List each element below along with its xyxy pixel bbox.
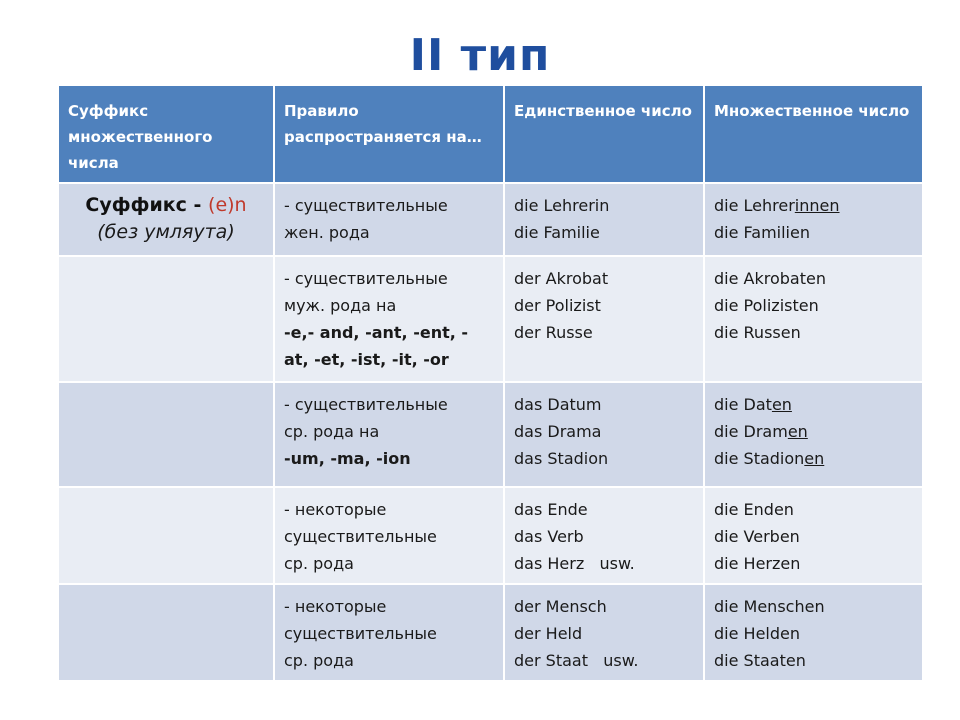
plural-form — [714, 192, 913, 219]
singular-form: die Familie — [514, 223, 600, 242]
plural-suffix-table — [57, 84, 924, 682]
plural-form — [714, 418, 913, 445]
plural-stem: die Dram — [714, 422, 788, 441]
singular-form: die Lehrerin — [514, 196, 610, 215]
rule-cell — [274, 382, 504, 487]
plural-form — [714, 647, 913, 674]
plural-form — [714, 620, 913, 647]
singular-form: der Staat usw. — [514, 651, 639, 670]
singular-form: der Mensch — [514, 597, 607, 616]
rule-line: - некоторые — [284, 597, 387, 616]
plural-form — [714, 319, 913, 346]
suffix-value: (e)n — [208, 194, 247, 216]
rule-line: ср. рода — [284, 554, 354, 573]
rule-line: жен. рода — [284, 223, 370, 242]
plural-cell — [704, 382, 923, 487]
plural-stem: die Enden — [714, 500, 794, 519]
singular-form: der Held — [514, 624, 583, 643]
singular-form: das Herz usw. — [514, 554, 635, 573]
rule-cell — [274, 487, 504, 584]
header-suffix: Суффикс множественного числа — [58, 85, 274, 183]
plural-form — [714, 265, 913, 292]
plural-stem: die Russen — [714, 323, 801, 342]
singular-form: der Russe — [514, 323, 593, 342]
plural-stem: die Dat — [714, 395, 772, 414]
singular-form: das Ende — [514, 500, 588, 519]
singular-cell — [504, 183, 704, 256]
plural-stem: die Herzen — [714, 554, 801, 573]
suffix-note: (без умляута) — [97, 221, 235, 243]
suffix-label: Суффикс - — [85, 194, 209, 216]
plural-form — [714, 496, 913, 523]
rule-cell — [274, 256, 504, 382]
rule-line: муж. рода на — [284, 296, 397, 315]
singular-form: der Polizist — [514, 296, 601, 315]
rule-line: - существительные — [284, 196, 448, 215]
table-row — [58, 382, 923, 487]
plural-cell — [704, 256, 923, 382]
singular-cell — [504, 256, 704, 382]
plural-stem: die Helden — [714, 624, 800, 643]
rule-line: существительные — [284, 527, 437, 546]
plural-stem: die Verben — [714, 527, 800, 546]
table-header-row — [58, 85, 923, 183]
rule-line: - существительные — [284, 395, 448, 414]
suffix-cell — [58, 382, 274, 487]
plural-form — [714, 219, 913, 246]
plural-form — [714, 550, 913, 577]
singular-form: das Datum — [514, 395, 602, 414]
table-row — [58, 256, 923, 382]
plural-form — [714, 593, 913, 620]
plural-form — [714, 445, 913, 472]
header-rule: Правило распространяется на… — [274, 85, 504, 183]
singular-form: das Stadion — [514, 449, 609, 468]
plural-stem: die Menschen — [714, 597, 825, 616]
suffix-cell — [58, 256, 274, 382]
singular-form: der Akrobat — [514, 269, 609, 288]
suffix-cell — [58, 183, 274, 256]
plural-cell — [704, 487, 923, 584]
plural-ending: en — [804, 449, 825, 468]
singular-cell — [504, 487, 704, 584]
table-row — [58, 487, 923, 584]
rule-cell — [274, 183, 504, 256]
plural-ending: en — [787, 422, 808, 441]
header-plural: Множественное число — [704, 85, 923, 183]
plural-form — [714, 391, 913, 418]
table-row — [58, 584, 923, 681]
singular-cell — [504, 584, 704, 681]
plural-ending: en — [771, 395, 792, 414]
plural-ending: innen — [794, 196, 840, 215]
plural-stem: die Staaten — [714, 651, 806, 670]
rule-line: ср. рода на — [284, 422, 380, 441]
plural-cell — [704, 183, 923, 256]
rule-line: - существительные — [284, 269, 448, 288]
suffix-cell — [58, 584, 274, 681]
rule-cell — [274, 584, 504, 681]
rule-endings: -um, -ma, -ion — [284, 449, 411, 468]
suffix-cell — [58, 487, 274, 584]
slide-title: II тип — [409, 30, 551, 81]
rule-line: ср. рода — [284, 651, 354, 670]
rule-endings: at, -et, -ist, -it, -or — [284, 350, 449, 369]
plural-form — [714, 523, 913, 550]
plural-form — [714, 292, 913, 319]
singular-form: das Verb — [514, 527, 584, 546]
plural-stem: die Akrobaten — [714, 269, 826, 288]
plural-stem: die Stadion — [714, 449, 805, 468]
rule-line: существительные — [284, 624, 437, 643]
plural-stem: die Lehrer — [714, 196, 795, 215]
table-row — [58, 183, 923, 256]
plural-cell — [704, 584, 923, 681]
plural-stem: die Polizisten — [714, 296, 819, 315]
plural-stem: die Familien — [714, 223, 810, 242]
singular-cell — [504, 382, 704, 487]
rule-endings: -e,- and, -ant, -ent, - — [284, 323, 469, 342]
singular-form: das Drama — [514, 422, 602, 441]
header-singular: Единственное число — [504, 85, 704, 183]
rule-line: - некоторые — [284, 500, 387, 519]
